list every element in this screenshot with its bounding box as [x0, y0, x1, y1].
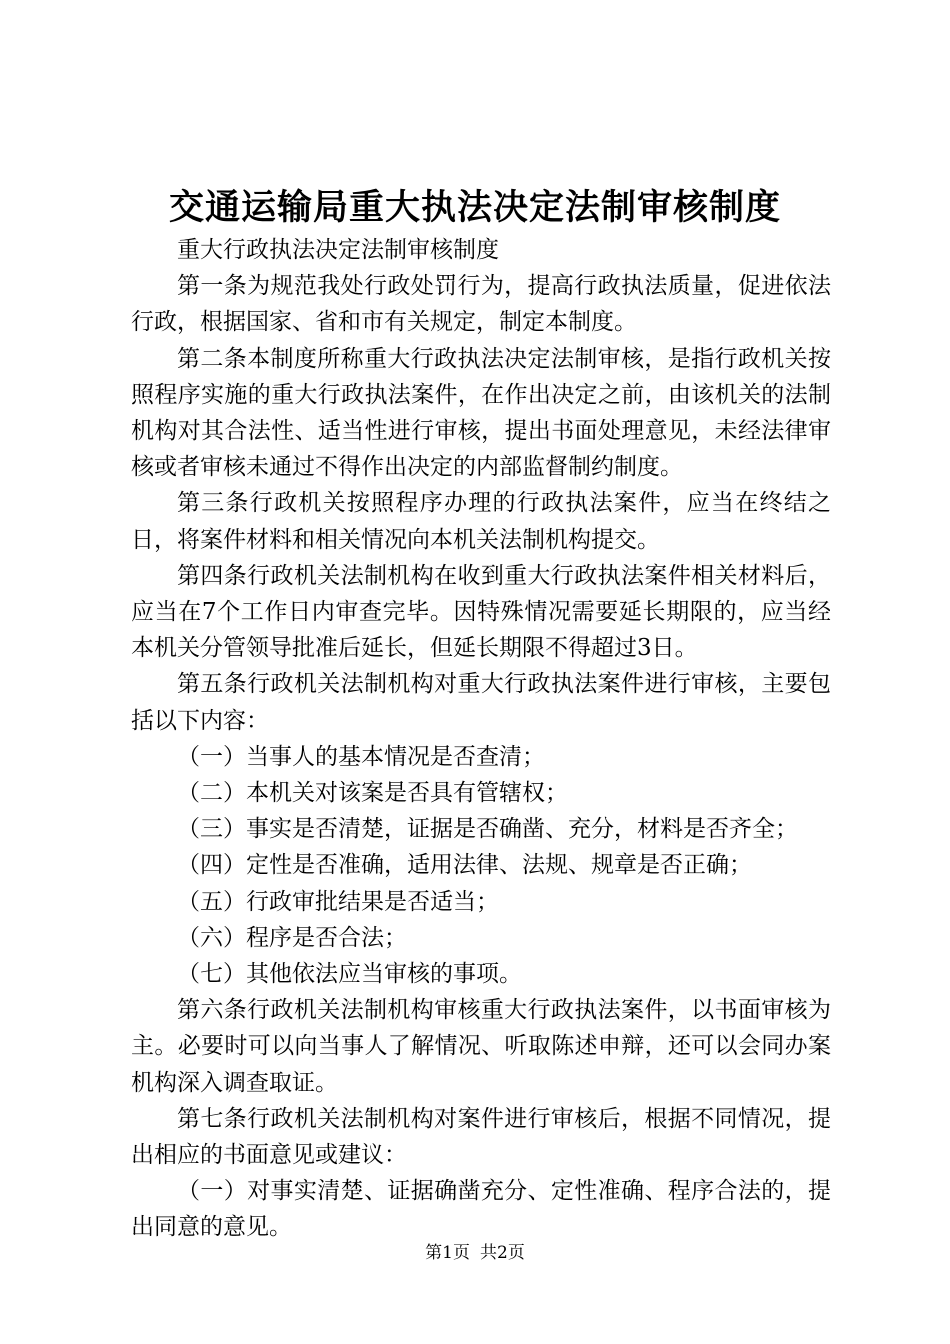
paragraph: （五）行政审批结果是否适当；	[177, 888, 499, 915]
paragraph: 第七条行政机关法制机构对案件进行审核后，根据不同情况，提出相应的书面意见或建议：	[131, 1105, 831, 1169]
paragraph: （二）本机关对该案是否具有管辖权；	[177, 780, 568, 807]
paragraph: 第四条行政机关法制机构在收到重大行政执法案件相关材料后，应当在7个工作日内审查完毕。因特殊情况需要延长期限的，应当经本机关分管领导批准后延长，但延长期限不得超过3日。	[131, 562, 831, 662]
page-total: 共2页	[480, 1243, 525, 1263]
paragraph: 第一条为规范我处行政处罚行为，提高行政执法质量，促进依法行政，根据国家、省和市有关规定，制定本制度。	[131, 273, 831, 336]
paragraph: 第五条行政机关法制机构对重大行政执法案件进行审核，主要包括以下内容：	[131, 671, 831, 734]
paragraph: 第二条本制度所称重大行政执法决定法制审核，是指行政机关按照程序实施的重大行政执法案件，在作出决定之前，由该机关的法制机构对其合法性、适当性进行审核，提出书面处理意见，未经法律审核或者审核未通过不得作出决定的内部监督制约制度。	[131, 345, 831, 481]
document-body	[131, 232, 831, 1246]
paragraph: 第三条行政机关按照程序办理的行政执法案件，应当在终结之日，将案件材料和相关情况向本机关法制机构提交。	[131, 490, 831, 553]
paragraph: （七）其他依法应当审核的事项。	[177, 961, 522, 988]
paragraph: 第六条行政机关法制机构审核重大行政执法案件，以书面审核为主。必要时可以向当事人了解情况、听取陈述申辩，还可以会同办案机构深入调查取证。	[131, 997, 831, 1096]
paragraph: （一）对事实清楚、证据确凿充分、定性准确、程序合法的，提出同意的意见。	[131, 1178, 831, 1241]
page-number: 第1页	[425, 1243, 470, 1263]
paragraph: （四）定性是否准确，适用法律、法规、规章是否正确；	[177, 852, 752, 879]
paragraph: （六）程序是否合法；	[177, 924, 407, 951]
paragraph: （一）当事人的基本情况是否查清；	[177, 743, 545, 770]
page-footer	[0, 1240, 950, 1266]
document-title: 交通运输局重大执法决定法制审核制度	[168, 187, 781, 228]
paragraph: 重大行政执法决定法制审核制度	[177, 237, 499, 263]
paragraph: （三）事实是否清楚，证据是否确凿、充分，材料是否齐全；	[177, 816, 798, 843]
